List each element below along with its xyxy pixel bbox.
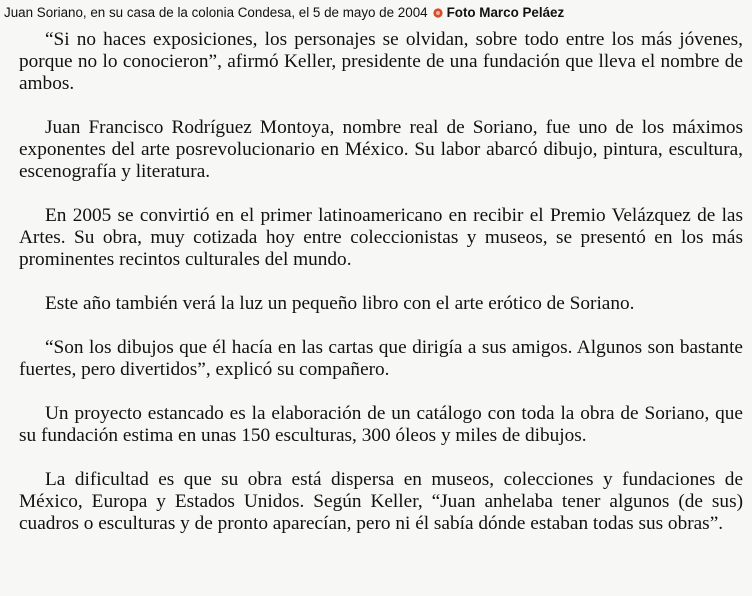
- article-paragraph: Este año también verá la luz un pequeño libro con el arte erótico de Soriano.: [45, 293, 635, 314]
- photo-credit: Foto Marco Peláez: [446, 5, 565, 20]
- article-paragraph: Juan Francisco Rodríguez Montoya, nombre real de Soriano, fue uno de los máximos exponentes del arte posrevolucionario en México. Su labor abarcó dibujo, pintura, escultura, escenografía y literatura.: [19, 117, 743, 182]
- bullet-icon: [433, 8, 443, 18]
- article-paragraph: La dificultad es que su obra está dispersa en museos, colecciones y fundaciones de México, Europa y Estados Unidos. Según Keller, “Juan anhelaba tener algunos (de sus) cuadros o esculturas y de pronto aparecían, pero ni él sabía dónde estaban todas sus obras”.: [19, 469, 743, 534]
- article-paragraph: “Son los dibujos que él hacía en las cartas que dirigía a sus amigos. Algunos son bastante fuertes, pero divertidos”, explicó su compañero.: [19, 337, 743, 380]
- article-body: [19, 29, 743, 535]
- caption-text: Juan Soriano, en su casa de la colonia Condesa, el 5 de mayo de 2004: [4, 5, 428, 20]
- article-paragraph: Un proyecto estancado es la elaboración de un catálogo con toda la obra de Soriano, que su fundación estima en unas 150 esculturas, 300 óleos y miles de dibujos.: [19, 403, 743, 446]
- article-paragraph: En 2005 se convirtió en el primer latinoamericano en recibir el Premio Velázquez de las Artes. Su obra, muy cotizada hoy entre coleccionistas y museos, se presentó en los más prominentes recintos culturales del mundo.: [19, 205, 743, 270]
- photo-caption: [4, 4, 748, 22]
- article-paragraph: “Si no haces exposiciones, los personajes se olvidan, sobre todo entre los más jóvenes, porque no lo conocieron”, afirmó Keller, presidente de una fundación que lleva el nombre de ambos.: [19, 29, 743, 94]
